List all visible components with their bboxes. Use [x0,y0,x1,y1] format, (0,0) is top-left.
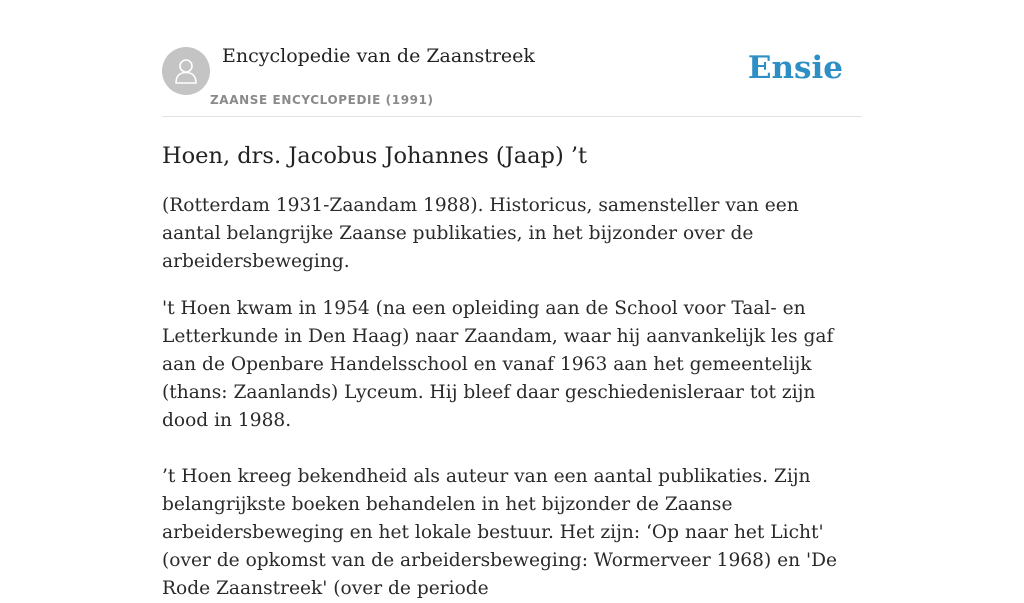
article-paragraph: 't Hoen kwam in 1954 (na een opleiding aan de School voor Taal- en Letterkunde in Den Haag) naar Zaandam, waar hij aanvankelijk les gaf aan de Openbare Handelsschool en vanaf 1963 aan het gemeentelijk (thans: Zaanlands) Lyceum. Hij bleef daar geschiedenisleraar tot zijn dood in 1988. [162,298,834,431]
source-name-link[interactable]: Encyclopedie van de Zaanstreek [222,45,535,67]
source-avatar[interactable] [162,47,210,95]
article-paragraph: ’t Hoen kreeg bekendheid als auteur van een aantal publikaties. Zijn belangrijkste boeken behandelen in het bijzonder de Zaanse arbeidersbeweging en het lokale bestuur. Het zijn: ‘Op naar het Licht' (over de opkomst van de arbeidersbeweging: Wormerveer 1968) en 'De Rode Zaanstreek' (over de periode [162,466,838,599]
source-header [162,0,862,117]
ensie-logo-link[interactable]: Ensie [747,50,843,86]
source-subtitle: ZAANSE ENCYCLOPEDIE (1991) [210,93,434,107]
user-icon [171,55,201,87]
article-paragraph: (Rotterdam 1931-Zaandam 1988). Historicus, samensteller van een aantal belangrijke Zaanse publikaties, in het bijzonder over de arbeidersbeweging. [162,195,799,272]
page [162,0,862,603]
article-body [162,192,862,603]
article-title: Hoen, drs. Jacobus Johannes (Jaap) ’t [162,143,588,169]
